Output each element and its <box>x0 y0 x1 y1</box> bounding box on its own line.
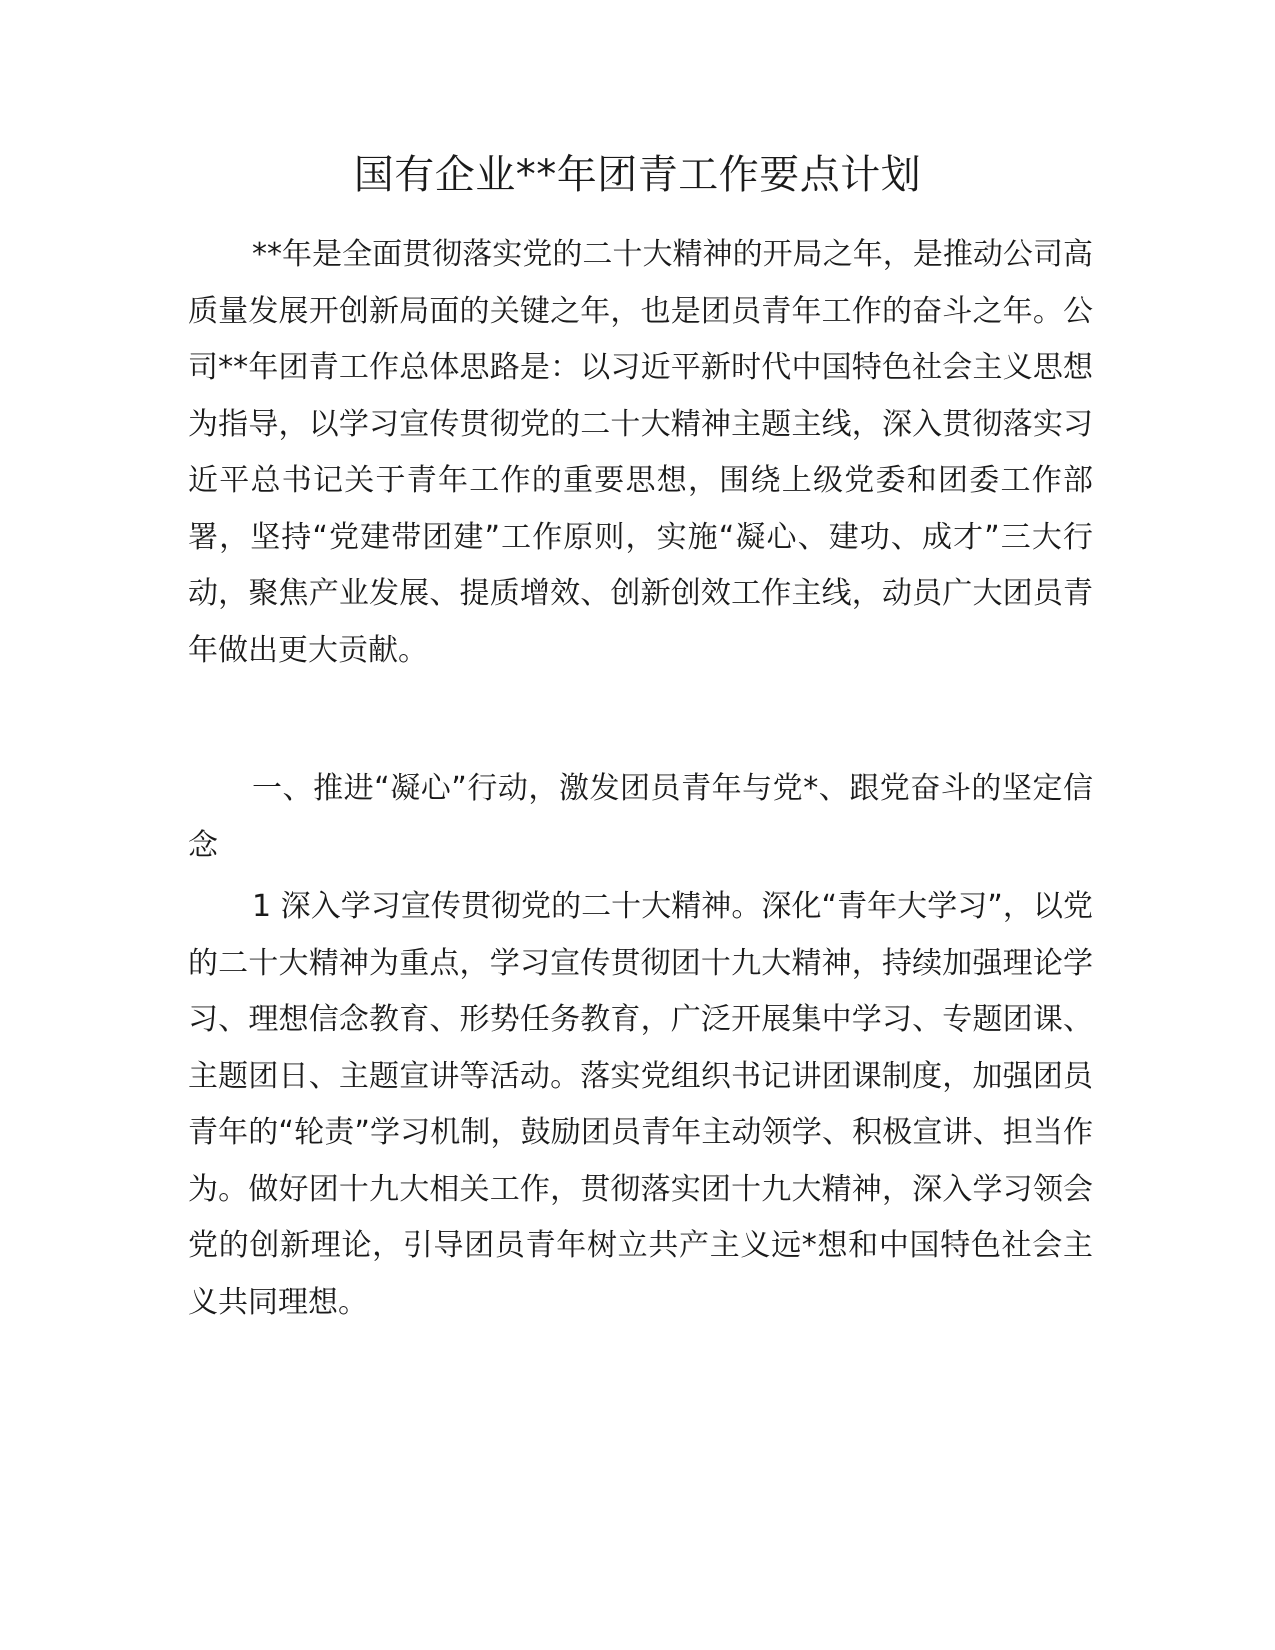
section-1-item-1-paragraph: 1 深入学习宣传贯彻党的二十大精神。深化“青年大学习”，以党的二十大精神为重点，学习宣传贯彻团十九大精神，持续加强理论学习、理想信念教育、形势任务教育，广泛开展集中学习、专题团课、主题团日、主题宣讲等活动。落实党组织书记讲团课制度，加强团员青年的“轮责”学习机制，鼓励团员青年主动领学、积极宣讲、担当作为。做好团十九大相关工作，贯彻落实团十九大精神，深入学习领会党的创新理论，引导团员青年树立共产主义远*想和中国特色社会主义共同理想。 <box>188 889 1093 1320</box>
document-title: 国有企业**年团青工作要点计划 <box>353 152 922 198</box>
section-heading-1: 一、推进“凝心”行动，激发团员青年与党*、跟党奋斗的坚定信念 <box>188 771 1093 863</box>
intro-paragraph: **年是全面贯彻落实党的二十大精神的开局之年，是推动公司高质量发展开创新局面的关键之年，也是团员青年工作的奋斗之年。公司**年团青工作总体思路是：以习近平新时代中国特色社会主义思想为指导，以学习宣传贯彻党的二十大精神主题主线，深入贯彻落实习近平总书记关于青年工作的重要思想，围绕上级党委和团委工作部署，坚持“党建带团建”工作原则，实施“凝心、建功、成才”三大行动，聚焦产业发展、提质增效、创新创效工作主线，动员广大团员青年做出更大贡献。 <box>188 237 1093 668</box>
